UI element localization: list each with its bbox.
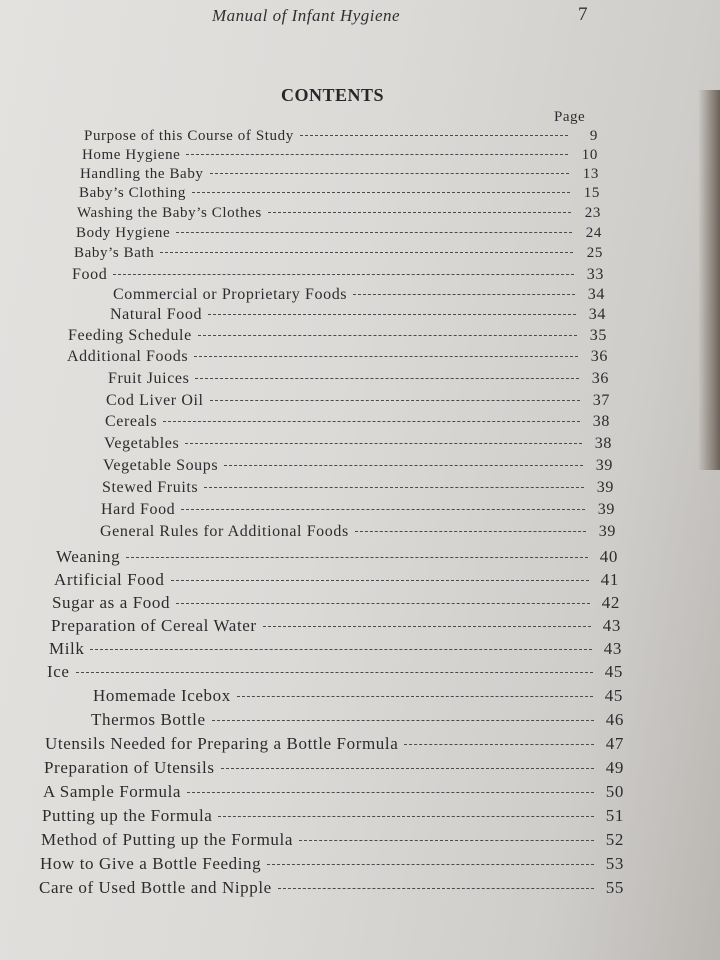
toc-entry-page: 45 (604, 686, 623, 705)
dot-leader (187, 792, 594, 793)
toc-entry (101, 501, 615, 519)
toc-entry-page: 49 (605, 758, 624, 777)
toc-entry (103, 457, 613, 475)
dot-leader (218, 816, 594, 817)
dot-leader (299, 840, 594, 841)
dot-leader (160, 252, 573, 253)
dot-leader (212, 720, 594, 721)
dot-leader (195, 378, 579, 379)
toc-entry-page: 10 (581, 147, 598, 163)
dot-leader (76, 672, 593, 673)
dot-leader (181, 509, 585, 510)
toc-entry (67, 348, 608, 366)
toc-entry-page: 39 (597, 501, 615, 518)
toc-entry-title: Milk (49, 639, 85, 658)
toc-entry-title: Washing the Baby’s Clothes (77, 205, 262, 221)
toc-entry (82, 147, 598, 164)
running-header-title: Manual of Infant Hygiene (212, 6, 401, 25)
toc-entry-page: 45 (604, 662, 623, 681)
dot-leader (224, 465, 583, 466)
toc-entry-title: Utensils Needed for Preparing a Bottle Formula (45, 734, 399, 753)
dot-leader (300, 135, 568, 136)
dot-leader (171, 580, 589, 581)
toc-entry-title: General Rules for Additional Foods (100, 523, 349, 540)
toc-entry-title: Vegetable Soups (103, 457, 219, 474)
toc-entry-title: Sugar as a Food (52, 593, 171, 612)
toc-entry (72, 266, 604, 284)
toc-entry (77, 205, 601, 222)
toc-entry-page: 41 (600, 570, 619, 589)
toc-entry-page: 36 (591, 370, 609, 387)
toc-entry (43, 782, 624, 802)
toc-entry-title: Home Hygiene (82, 147, 181, 163)
contents-heading: CONTENTS (281, 85, 385, 105)
toc-entry-page: 15 (583, 185, 600, 201)
toc-entry (51, 616, 621, 636)
toc-entry (40, 854, 624, 874)
toc-entry-title: Preparation of Utensils (44, 758, 215, 777)
dot-leader (126, 557, 588, 558)
toc-entry-page: 52 (605, 830, 624, 849)
toc-entry (102, 479, 614, 497)
page-column-label: Page (554, 109, 586, 125)
toc-entry (74, 245, 603, 262)
toc-entry (52, 593, 620, 613)
toc-entry (54, 570, 619, 590)
toc-entry-title: Cereals (105, 413, 158, 430)
toc-entry-page: 47 (605, 734, 624, 753)
toc-entry-page: 39 (595, 457, 613, 474)
toc-entry (76, 225, 602, 242)
toc-entry-page: 43 (603, 639, 622, 658)
dot-leader (90, 649, 592, 650)
toc-entry (68, 327, 607, 345)
toc-entry-title: How to Give a Bottle Feeding (40, 854, 262, 873)
toc-entry (91, 710, 624, 730)
toc-entry (56, 547, 618, 567)
toc-entry-title: Baby’s Bath (74, 245, 155, 261)
dot-leader (278, 888, 594, 889)
toc-entry (80, 166, 599, 183)
toc-entry-page: 25 (586, 245, 603, 261)
toc-entry-page: 50 (605, 782, 624, 801)
dot-leader (176, 603, 590, 604)
dot-leader (185, 443, 582, 444)
toc-entry-title: Fruit Juices (108, 370, 190, 387)
running-header-page-number: 7 (578, 4, 588, 25)
toc-entry-title: Artificial Food (54, 570, 165, 589)
toc-entry (47, 662, 623, 682)
dot-leader (404, 744, 594, 745)
toc-entry-title: Putting up the Formula (42, 806, 213, 825)
toc-entry (84, 128, 598, 145)
toc-entry-title: Commercial or Proprietary Foods (113, 286, 348, 303)
toc-entry-title: Cod Liver Oil (106, 392, 204, 409)
toc-entry-title: Additional Foods (67, 348, 189, 365)
toc-entry-page: 23 (584, 205, 601, 221)
toc-entry-title: Handling the Baby (80, 166, 204, 182)
dot-leader (355, 531, 586, 532)
dot-leader (163, 421, 580, 422)
toc-entry (105, 413, 610, 431)
toc-entry-page: 55 (605, 878, 624, 897)
toc-entry-title: A Sample Formula (43, 782, 182, 801)
toc-entry (79, 185, 600, 202)
toc-entry (42, 806, 624, 826)
toc-entry-title: Natural Food (110, 306, 203, 323)
dot-leader (176, 232, 572, 233)
toc-entry (45, 734, 624, 754)
toc-entry-page: 13 (582, 166, 599, 182)
toc-entry-title: Baby’s Clothing (79, 185, 186, 201)
toc-entry (110, 306, 606, 324)
dot-leader (186, 154, 568, 155)
toc-entry-page: 38 (594, 435, 612, 452)
dot-leader (353, 294, 575, 295)
toc-entry-title: Food (72, 266, 108, 283)
toc-entry (106, 392, 610, 410)
toc-entry-page: 33 (586, 266, 604, 283)
toc-entry (104, 435, 612, 453)
toc-entry-title: Preparation of Cereal Water (51, 616, 257, 635)
toc-entry-page: 43 (602, 616, 621, 635)
toc-entry-page: 40 (599, 547, 618, 566)
toc-entry-page: 51 (605, 806, 624, 825)
toc-entry-page: 39 (598, 523, 616, 540)
dot-leader (267, 864, 594, 865)
toc-entry-title: Care of Used Bottle and Nipple (39, 878, 272, 897)
dot-leader (198, 335, 577, 336)
toc-entry-title: Vegetables (104, 435, 180, 452)
dot-leader (268, 212, 571, 213)
toc-entry-title: Thermos Bottle (91, 710, 206, 729)
toc-entry-page: 37 (592, 392, 610, 409)
toc-entry (41, 830, 624, 850)
dot-leader (210, 173, 569, 174)
toc-entry-page: 53 (605, 854, 624, 873)
dot-leader (204, 487, 584, 488)
toc-entry-page: 24 (585, 225, 602, 241)
toc-entry-page: 35 (589, 327, 607, 344)
toc-entry-title: Weaning (56, 547, 121, 566)
toc-entry-page: 36 (590, 348, 608, 365)
toc-entry-title: Homemade Icebox (93, 686, 231, 705)
toc-entry (100, 523, 616, 541)
toc-entry-page: 46 (605, 710, 624, 729)
dot-leader (208, 314, 576, 315)
toc-entry-page: 34 (587, 286, 605, 303)
toc-entry-page: 42 (601, 593, 620, 612)
toc-entry-title: Body Hygiene (76, 225, 171, 241)
toc-entry-page: 9 (589, 128, 598, 144)
dot-leader (113, 274, 574, 275)
dot-leader (210, 400, 580, 401)
toc-entry (93, 686, 623, 706)
dot-leader (192, 192, 570, 193)
dot-leader (221, 768, 594, 769)
toc-entry (113, 286, 605, 304)
toc-entry (108, 370, 609, 388)
toc-entry (49, 639, 622, 659)
toc-entry-title: Hard Food (101, 501, 176, 518)
toc-entry-title: Feeding Schedule (68, 327, 192, 344)
toc-entry-page: 38 (592, 413, 610, 430)
dot-leader (194, 356, 578, 357)
dot-leader (263, 626, 591, 627)
toc-entry-page: 39 (596, 479, 614, 496)
toc-entry-page: 34 (588, 306, 606, 323)
dot-leader (237, 696, 593, 697)
toc-entry-title: Ice (47, 662, 70, 681)
toc-entry-title: Purpose of this Course of Study (84, 128, 294, 144)
toc-entry-title: Method of Putting up the Formula (41, 830, 293, 849)
toc-entry-title: Stewed Fruits (102, 479, 199, 496)
toc-entry (44, 758, 624, 778)
toc-entry (39, 878, 624, 898)
